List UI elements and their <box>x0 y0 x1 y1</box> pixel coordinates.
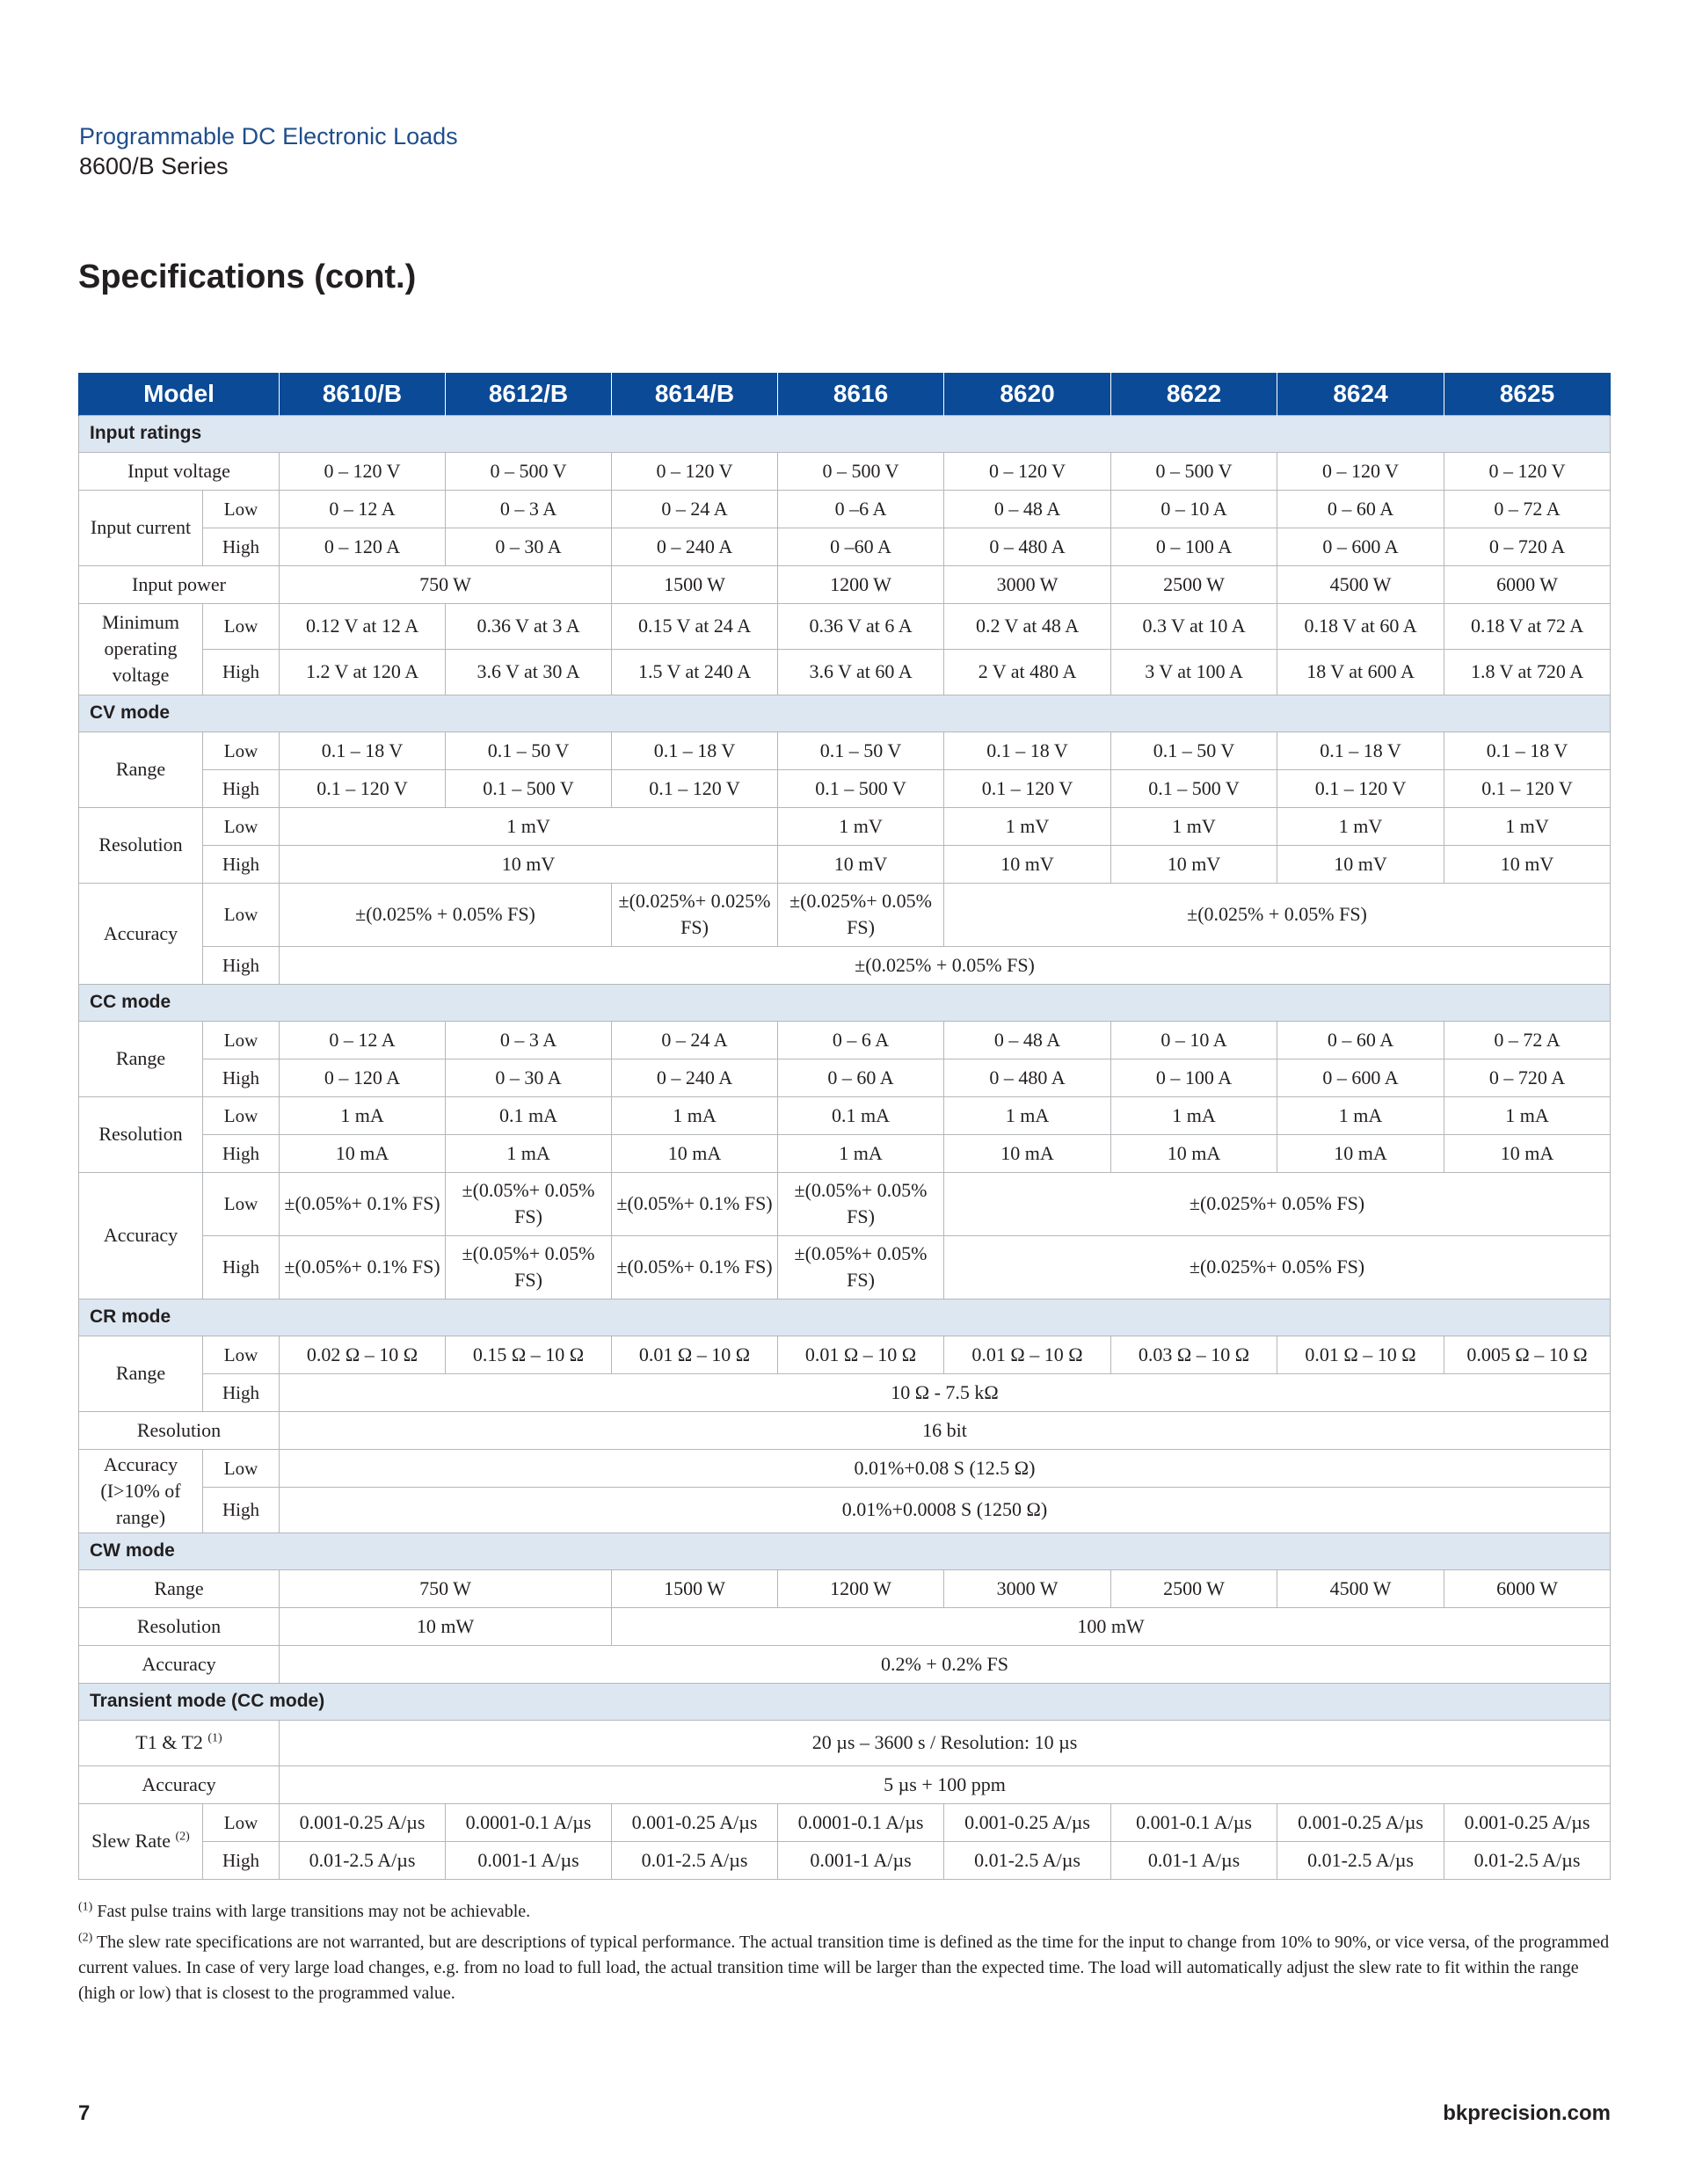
table-cell: 1 mA <box>1111 1096 1277 1134</box>
table-cell: 20 µs – 3600 s / Resolution: 10 µs <box>280 1720 1611 1765</box>
header-8610b: 8610/B <box>280 373 446 415</box>
table-cell: 0.005 Ω – 10 Ω <box>1444 1336 1611 1373</box>
table-cell: 1500 W <box>612 1569 778 1607</box>
row-label: Accuracy (I>10% of range) <box>79 1449 203 1532</box>
table-cell: 0.15 V at 24 A <box>612 603 778 649</box>
table-cell: 0 – 120 V <box>612 452 778 490</box>
sub-label: Low <box>203 1172 280 1235</box>
table-cell: 0.01 Ω – 10 Ω <box>1277 1336 1444 1373</box>
footnote-2-text: The slew rate specifications are not warranted, but are descriptions of typical performance. The actual transition time is defined as the time for the input to change from 10% to 90%, or vice versa, of the programmed current values. In case of very large load changes, e.g. from no load to full load, the actual transition time will be larger than the expected time. The load will automatically adjust the slew rate to fit within the range (high or low) that is closest to the programmed value. <box>78 1933 1610 2003</box>
table-cell: 100 mW <box>612 1607 1611 1645</box>
table-cell: 4500 W <box>1277 565 1444 603</box>
sub-label: Low <box>203 1096 280 1134</box>
table-cell: 1 mV <box>778 807 944 845</box>
section-row <box>79 1683 1611 1720</box>
table-cell: 0 – 72 A <box>1444 490 1611 528</box>
sub-label: Low <box>203 1449 280 1487</box>
table-cell: 0 – 3 A <box>446 490 612 528</box>
table-cell: 0.36 V at 3 A <box>446 603 612 649</box>
table-cell: 0 –6 A <box>778 490 944 528</box>
table-cell: 0.1 – 18 V <box>1277 732 1444 769</box>
table-cell: 0 – 500 V <box>446 452 612 490</box>
row-label <box>79 1803 203 1879</box>
section-heading: Specifications (cont.) <box>78 258 417 295</box>
sub-label: High <box>203 946 280 984</box>
table-row <box>79 1336 1611 1373</box>
header-8622: 8622 <box>1111 373 1277 415</box>
table-cell: 0 – 240 A <box>612 528 778 565</box>
table-cell: 1200 W <box>778 1569 944 1607</box>
table-cell: 1 mA <box>1444 1096 1611 1134</box>
table-cell: 1.8 V at 720 A <box>1444 649 1611 695</box>
sub-label: Low <box>203 490 280 528</box>
table-cell: 18 V at 600 A <box>1277 649 1444 695</box>
table-cell: 0 – 48 A <box>944 1021 1111 1059</box>
table-cell: 0 – 480 A <box>944 1059 1111 1096</box>
table-cell: 0.1 – 18 V <box>280 732 446 769</box>
sub-label: High <box>203 1373 280 1411</box>
table-cell: 0.01 Ω – 10 Ω <box>778 1336 944 1373</box>
specifications-table <box>78 373 1611 1880</box>
sub-label: Low <box>203 883 280 946</box>
table-cell: 0.01-1 A/µs <box>1111 1841 1277 1879</box>
table-cell: 1500 W <box>612 565 778 603</box>
sub-label: High <box>203 528 280 565</box>
table-cell: 0 – 30 A <box>446 528 612 565</box>
table-cell: 0 – 100 A <box>1111 1059 1277 1096</box>
table-cell: 3000 W <box>944 565 1111 603</box>
table-cell: 2500 W <box>1111 1569 1277 1607</box>
table-row <box>79 1059 1611 1096</box>
table-cell: 6000 W <box>1444 1569 1611 1607</box>
table-cell: 1 mA <box>1277 1096 1444 1134</box>
table-cell: 10 mW <box>280 1607 612 1645</box>
table-cell: 0.1 – 500 V <box>1111 769 1277 807</box>
table-cell: 750 W <box>280 565 612 603</box>
row-label: Accuracy <box>79 883 203 984</box>
row-label: Resolution <box>79 807 203 883</box>
table-cell: 750 W <box>280 1569 612 1607</box>
table-cell: 0.1 mA <box>778 1096 944 1134</box>
table-cell: 0.0001-0.1 A/µs <box>446 1803 612 1841</box>
table-cell: 3000 W <box>944 1569 1111 1607</box>
table-row <box>79 452 1611 490</box>
table-cell: 0 – 240 A <box>612 1059 778 1096</box>
row-label: Input voltage <box>79 452 280 490</box>
table-cell: 0.01%+0.08 S (12.5 Ω) <box>280 1449 1611 1487</box>
sub-label: High <box>203 1134 280 1172</box>
table-row <box>79 1411 1611 1449</box>
table-cell: 16 bit <box>280 1411 1611 1449</box>
table-cell: 1 mA <box>446 1134 612 1172</box>
row-label: Resolution <box>79 1607 280 1645</box>
table-row <box>79 1021 1611 1059</box>
header-8612b: 8612/B <box>446 373 612 415</box>
table-cell: 0 – 60 A <box>1277 1021 1444 1059</box>
sub-label: Low <box>203 1021 280 1059</box>
table-cell: ±(0.025%+ 0.05% FS) <box>944 1235 1611 1299</box>
table-cell: 0 – 120 A <box>280 528 446 565</box>
row-label: Range <box>79 1021 203 1096</box>
table-cell: 10 mV <box>1277 845 1444 883</box>
table-cell: 0.1 – 120 V <box>944 769 1111 807</box>
table-cell: 0.01-2.5 A/µs <box>1277 1841 1444 1879</box>
table-cell: 0 – 24 A <box>612 1021 778 1059</box>
table-cell: 0 – 48 A <box>944 490 1111 528</box>
table-cell: 0.01%+0.0008 S (1250 Ω) <box>280 1487 1611 1532</box>
sub-label: Low <box>203 603 280 649</box>
table-cell: 0 – 120 V <box>1444 452 1611 490</box>
sub-label: Low <box>203 807 280 845</box>
row-label: Range <box>79 1336 203 1411</box>
table-cell: ±(0.025%+ 0.05% FS) <box>944 1172 1611 1235</box>
table-cell: 1.2 V at 120 A <box>280 649 446 695</box>
table-cell: 3 V at 100 A <box>1111 649 1277 695</box>
table-cell: 0 – 24 A <box>612 490 778 528</box>
table-cell: 0.1 – 500 V <box>778 769 944 807</box>
table-row <box>79 1645 1611 1683</box>
table-cell: 0.01 Ω – 10 Ω <box>944 1336 1111 1373</box>
table-cell: 1.5 V at 240 A <box>612 649 778 695</box>
row-label: Resolution <box>79 1411 280 1449</box>
table-row <box>79 1235 1611 1299</box>
footnote-1-mark: (1) <box>78 1900 93 1914</box>
section-cr-mode: CR mode <box>79 1299 1611 1336</box>
header-8616: 8616 <box>778 373 944 415</box>
table-row <box>79 565 1611 603</box>
row-label: Input power <box>79 565 280 603</box>
table-cell: 0.18 V at 60 A <box>1277 603 1444 649</box>
table-cell: 0.2 V at 48 A <box>944 603 1111 649</box>
table-row <box>79 732 1611 769</box>
sub-label: Low <box>203 732 280 769</box>
sub-label: High <box>203 845 280 883</box>
table-cell: 0 – 30 A <box>446 1059 612 1096</box>
table-cell: 0.1 – 120 V <box>1277 769 1444 807</box>
table-cell: 0.1 – 50 V <box>1111 732 1277 769</box>
row-label: Minimum operating voltage <box>79 603 203 695</box>
table-cell: ±(0.025%+ 0.05% FS) <box>778 883 944 946</box>
table-row <box>79 1373 1611 1411</box>
table-cell: 0 – 10 A <box>1111 490 1277 528</box>
document-title: Programmable DC Electronic Loads <box>79 123 458 149</box>
row-label: Accuracy <box>79 1645 280 1683</box>
table-cell: 0 –60 A <box>778 528 944 565</box>
section-row <box>79 1299 1611 1336</box>
footnote-2-mark: (2) <box>78 1931 93 1945</box>
table-row <box>79 946 1611 984</box>
footnote-1-text: Fast pulse trains with large transitions may not be achievable. <box>92 1902 531 1921</box>
header-8625: 8625 <box>1444 373 1611 415</box>
website-link[interactable]: bkprecision.com <box>1443 2101 1611 2125</box>
table-cell: 0.001-0.25 A/µs <box>280 1803 446 1841</box>
table-cell: ±(0.05%+ 0.1% FS) <box>280 1172 446 1235</box>
sub-label: High <box>203 1235 280 1299</box>
table-cell: 0 – 6 A <box>778 1021 944 1059</box>
table-row <box>79 1607 1611 1645</box>
table-cell: 1200 W <box>778 565 944 603</box>
table-cell: ±(0.05%+ 0.1% FS) <box>612 1172 778 1235</box>
table-cell: 0.001-0.25 A/µs <box>1444 1803 1611 1841</box>
table-cell: 0.0001-0.1 A/µs <box>778 1803 944 1841</box>
section-row <box>79 1532 1611 1569</box>
table-cell: 10 mV <box>778 845 944 883</box>
table-cell: 5 µs + 100 ppm <box>280 1765 1611 1803</box>
table-row <box>79 1487 1611 1532</box>
table-cell: ±(0.05%+ 0.1% FS) <box>280 1235 446 1299</box>
header-8624: 8624 <box>1277 373 1444 415</box>
table-cell: ±(0.05%+ 0.05% FS) <box>446 1235 612 1299</box>
sub-label: High <box>203 1487 280 1532</box>
section-row <box>79 984 1611 1021</box>
row-label: Input current <box>79 490 203 565</box>
table-cell: 0.01-2.5 A/µs <box>1444 1841 1611 1879</box>
header-8620: 8620 <box>944 373 1111 415</box>
table-cell: 1 mV <box>280 807 778 845</box>
sub-label: Low <box>203 1336 280 1373</box>
table-cell: ±(0.05%+ 0.05% FS) <box>446 1172 612 1235</box>
row-label: Resolution <box>79 1096 203 1172</box>
table-cell: 0 – 720 A <box>1444 1059 1611 1096</box>
section-cc-mode: CC mode <box>79 984 1611 1021</box>
table-cell: 0 – 120 V <box>280 452 446 490</box>
header-8614b: 8614/B <box>612 373 778 415</box>
header-model: Model <box>79 373 280 415</box>
table-cell: 1 mV <box>1277 807 1444 845</box>
table-cell: 10 mV <box>1111 845 1277 883</box>
table-row <box>79 845 1611 883</box>
table-row <box>79 1134 1611 1172</box>
sub-label: High <box>203 1841 280 1879</box>
table-cell: 0.3 V at 10 A <box>1111 603 1277 649</box>
table-cell: 0 – 600 A <box>1277 528 1444 565</box>
table-cell: 10 mV <box>1444 845 1611 883</box>
table-cell: 0.001-1 A/µs <box>778 1841 944 1879</box>
section-cv-mode: CV mode <box>79 695 1611 732</box>
table-cell: 10 mA <box>612 1134 778 1172</box>
footnote-ref-2: (2) <box>175 1830 190 1844</box>
table-cell: 0 – 12 A <box>280 1021 446 1059</box>
table-cell: 0.1 mA <box>446 1096 612 1134</box>
table-row <box>79 769 1611 807</box>
table-cell: 0.1 – 18 V <box>1444 732 1611 769</box>
table-row <box>79 1449 1611 1487</box>
sub-label: Low <box>203 1803 280 1841</box>
table-cell: 10 mV <box>944 845 1111 883</box>
table-cell: 10 mA <box>1444 1134 1611 1172</box>
table-cell: ±(0.05%+ 0.05% FS) <box>778 1235 944 1299</box>
table-cell: 0.1 – 120 V <box>1444 769 1611 807</box>
table-cell: 0 – 100 A <box>1111 528 1277 565</box>
table-cell: 0 – 72 A <box>1444 1021 1611 1059</box>
table-cell: 0.1 – 500 V <box>446 769 612 807</box>
table-cell: 0 – 500 V <box>778 452 944 490</box>
table-cell: 0.2% + 0.2% FS <box>280 1645 1611 1683</box>
table-cell: 2500 W <box>1111 565 1277 603</box>
table-cell: 0 – 480 A <box>944 528 1111 565</box>
section-cw-mode: CW mode <box>79 1532 1611 1569</box>
table-cell: 0.1 – 120 V <box>280 769 446 807</box>
table-cell: 0.001-0.25 A/µs <box>612 1803 778 1841</box>
table-cell: ±(0.05%+ 0.05% FS) <box>778 1172 944 1235</box>
row-label: Range <box>79 732 203 807</box>
table-cell: 0 – 12 A <box>280 490 446 528</box>
table-cell: 10 Ω - 7.5 kΩ <box>280 1373 1611 1411</box>
table-cell: 0.18 V at 72 A <box>1444 603 1611 649</box>
table-cell: 0.03 Ω – 10 Ω <box>1111 1336 1277 1373</box>
table-row <box>79 490 1611 528</box>
table-cell: 1 mV <box>944 807 1111 845</box>
table-cell: 0 – 10 A <box>1111 1021 1277 1059</box>
table-cell: 0.01-2.5 A/µs <box>944 1841 1111 1879</box>
table-cell: 0.1 – 50 V <box>446 732 612 769</box>
sub-label: High <box>203 769 280 807</box>
table-cell: 1 mA <box>944 1096 1111 1134</box>
table-cell: 0.1 – 120 V <box>612 769 778 807</box>
row-label: Range <box>79 1569 280 1607</box>
table-cell: 0.1 – 18 V <box>612 732 778 769</box>
table-cell: ±(0.025% + 0.05% FS) <box>280 883 612 946</box>
table-row <box>79 883 1611 946</box>
table-cell: 0.02 Ω – 10 Ω <box>280 1336 446 1373</box>
t1-t2-label: T1 & T2 <box>135 1731 203 1753</box>
table-cell: 10 mA <box>1111 1134 1277 1172</box>
section-transient-mode: Transient mode (CC mode) <box>79 1683 1611 1720</box>
table-cell: 0.01-2.5 A/µs <box>612 1841 778 1879</box>
table-cell: 0.12 V at 12 A <box>280 603 446 649</box>
table-row <box>79 1569 1611 1607</box>
table-cell: 1 mV <box>1111 807 1277 845</box>
footnote-2 <box>78 1930 1612 2006</box>
table-cell: ±(0.05%+ 0.1% FS) <box>612 1235 778 1299</box>
row-label <box>79 1720 280 1765</box>
row-label: Accuracy <box>79 1172 203 1299</box>
table-cell: 10 mV <box>280 845 778 883</box>
table-cell: 0.1 – 18 V <box>944 732 1111 769</box>
table-row <box>79 807 1611 845</box>
table-cell: ±(0.025% + 0.05% FS) <box>280 946 1611 984</box>
table-cell: 0 – 3 A <box>446 1021 612 1059</box>
table-cell: 0 – 720 A <box>1444 528 1611 565</box>
section-row <box>79 695 1611 732</box>
table-row <box>79 1096 1611 1134</box>
footnote-1 <box>78 1899 1612 1925</box>
table-cell: 0.01 Ω – 10 Ω <box>612 1336 778 1373</box>
table-cell: 1 mA <box>612 1096 778 1134</box>
table-cell: ±(0.025%+ 0.025% FS) <box>612 883 778 946</box>
table-cell: 0.15 Ω – 10 Ω <box>446 1336 612 1373</box>
table-cell: 0.001-0.1 A/µs <box>1111 1803 1277 1841</box>
sub-label: High <box>203 649 280 695</box>
row-label: Accuracy <box>79 1765 280 1803</box>
table-row <box>79 528 1611 565</box>
table-cell: 6000 W <box>1444 565 1611 603</box>
table-row <box>79 603 1611 649</box>
slew-rate-label: Slew Rate <box>91 1830 171 1852</box>
table-cell: 1 mV <box>1444 807 1611 845</box>
table-cell: 2 V at 480 A <box>944 649 1111 695</box>
table-row <box>79 1172 1611 1235</box>
table-cell: 0 – 120 V <box>944 452 1111 490</box>
table-cell: 0 – 60 A <box>1277 490 1444 528</box>
table-cell: 10 mA <box>944 1134 1111 1172</box>
table-cell: 10 mA <box>280 1134 446 1172</box>
table-cell: 0.001-0.25 A/µs <box>1277 1803 1444 1841</box>
series-subtitle: 8600/B Series <box>79 153 229 179</box>
table-cell: 0 – 120 V <box>1277 452 1444 490</box>
table-cell: ±(0.025% + 0.05% FS) <box>944 883 1611 946</box>
section-row <box>79 415 1611 452</box>
table-row <box>79 1803 1611 1841</box>
table-header-row <box>79 373 1611 415</box>
table-cell: 3.6 V at 60 A <box>778 649 944 695</box>
table-row <box>79 1841 1611 1879</box>
table-cell: 0 – 600 A <box>1277 1059 1444 1096</box>
table-cell: 0.01-2.5 A/µs <box>280 1841 446 1879</box>
table-row <box>79 649 1611 695</box>
section-input-ratings: Input ratings <box>79 415 1611 452</box>
table-row <box>79 1720 1611 1765</box>
table-cell: 0 – 120 A <box>280 1059 446 1096</box>
table-cell: 0.001-0.25 A/µs <box>944 1803 1111 1841</box>
footnotes <box>78 1899 1612 2012</box>
sub-label: High <box>203 1059 280 1096</box>
table-cell: 4500 W <box>1277 1569 1444 1607</box>
table-cell: 3.6 V at 30 A <box>446 649 612 695</box>
table-cell: 0.36 V at 6 A <box>778 603 944 649</box>
table-cell: 0 – 60 A <box>778 1059 944 1096</box>
table-row <box>79 1765 1611 1803</box>
table-cell: 0.001-1 A/µs <box>446 1841 612 1879</box>
table-cell: 10 mA <box>1277 1134 1444 1172</box>
table-cell: 0 – 500 V <box>1111 452 1277 490</box>
table-cell: 1 mA <box>778 1134 944 1172</box>
page-number: 7 <box>78 2101 91 2125</box>
footnote-ref-1: (1) <box>207 1731 222 1745</box>
table-cell: 0.1 – 50 V <box>778 732 944 769</box>
table-cell: 1 mA <box>280 1096 446 1134</box>
